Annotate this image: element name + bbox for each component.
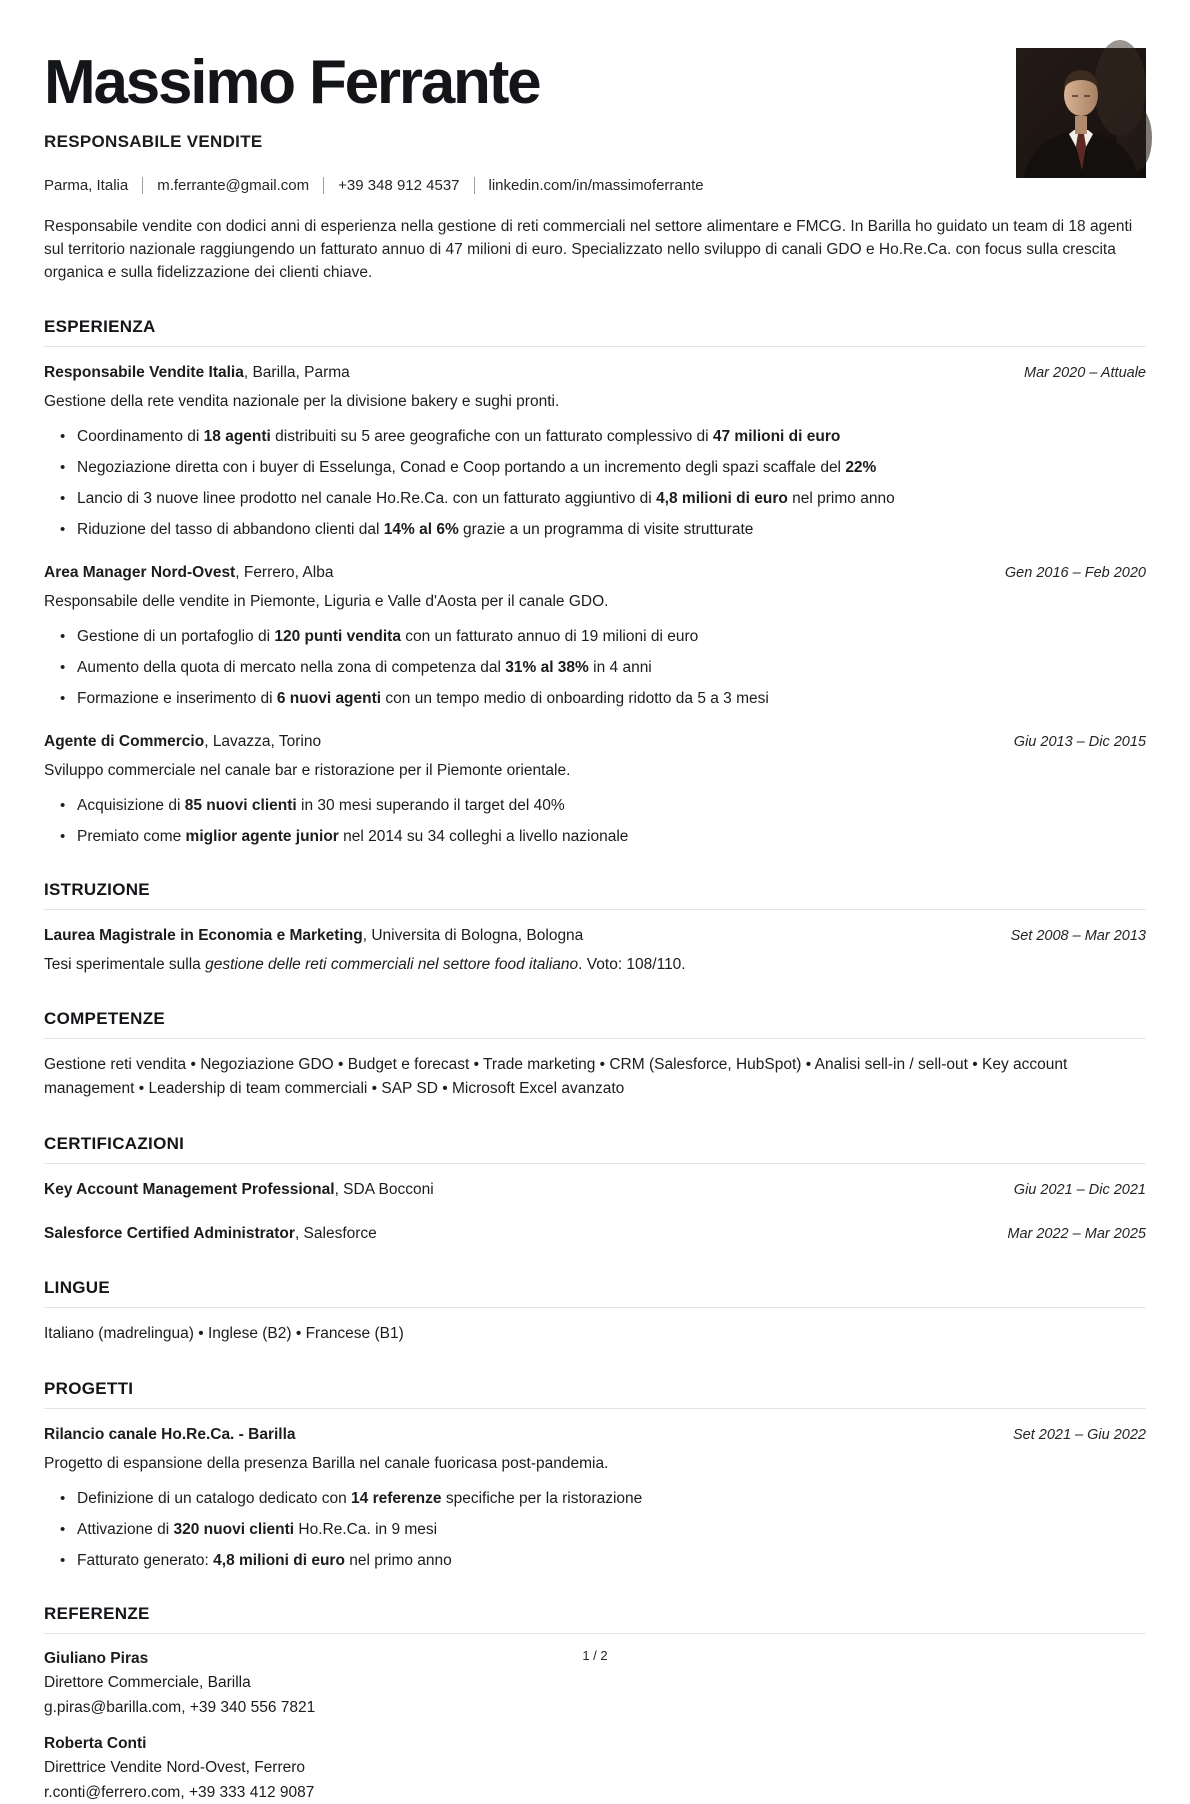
section-lingue — [44, 1278, 1146, 1346]
contact-item: m.ferrante@gmail.com — [157, 177, 310, 195]
entry-title: Agente di Commercio — [44, 733, 205, 751]
text-run: 85 nuovi clienti — [184, 797, 297, 815]
entry-header — [44, 1179, 1146, 1201]
bullet-item — [44, 1488, 1146, 1509]
entry-title-line — [44, 562, 333, 583]
entry-date-range: Giu 2021 – Dic 2021 — [1013, 1182, 1146, 1199]
section-heading: ISTRUZIONE — [44, 880, 150, 900]
contact-item: +39 348 912 4537 — [338, 177, 460, 195]
section-rule — [44, 1633, 1146, 1634]
contact-separator — [323, 177, 324, 194]
bullet-item — [44, 657, 1146, 678]
section-esperienza — [44, 317, 1146, 847]
section-rule — [44, 1408, 1146, 1409]
entry — [44, 1223, 1146, 1245]
text-run: 320 nuovi clienti — [173, 1521, 295, 1539]
page-number: 1 / 2 — [582, 1648, 608, 1663]
contact-separator — [142, 177, 143, 194]
entry-organization: , Salesforce — [294, 1225, 377, 1243]
entry — [44, 1424, 1146, 1571]
text-run: 4,8 milioni di euro — [656, 490, 788, 508]
text-run: grazie a un programma di visite strutturate — [458, 521, 754, 539]
contact-item: Parma, Italia — [44, 177, 129, 195]
text-run: Tesi sperimentale sulla — [44, 956, 206, 974]
entry-organization: , Lavazza, Torino — [204, 733, 322, 751]
entry — [44, 1179, 1146, 1201]
entry-title-line — [44, 1223, 377, 1244]
entry-description — [44, 1453, 1146, 1475]
text-run: 47 milioni di euro — [712, 428, 841, 446]
text-run: Negoziazione diretta con i buyer di Esselunga, Conad e Coop portando a un incremento degli spazi scaffale del — [77, 459, 846, 477]
text-run: Responsabile delle vendite in Piemonte, Liguria e Valle d'Aosta per il canale GDO. — [44, 593, 609, 611]
section-rule — [44, 346, 1146, 347]
entry-description — [44, 591, 1146, 613]
contact-item: linkedin.com/in/massimoferrante — [488, 177, 704, 195]
text-run: 14% al 6% — [383, 521, 459, 539]
text-run: . Voto: 108/110. — [578, 956, 686, 974]
section-heading: PROGETTI — [44, 1379, 134, 1399]
entry-date-range: Set 2008 – Mar 2013 — [1010, 928, 1146, 945]
entry-organization: , Ferrero, Alba — [235, 564, 334, 582]
entry-date-range: Set 2021 – Giu 2022 — [1012, 1427, 1146, 1444]
bullet-item — [44, 626, 1146, 647]
entry-date-range: Giu 2013 – Dic 2015 — [1013, 734, 1146, 751]
reference-role: Direttore Commerciale, Barilla — [44, 1674, 251, 1692]
text-run: Gestione della rete vendita nazionale per la divisione bakery e sughi pronti. — [44, 393, 560, 411]
entry-title-line — [44, 1424, 296, 1445]
section-rule — [44, 909, 1146, 910]
entry-organization: , Universita di Bologna, Bologna — [362, 927, 584, 945]
bullet-item — [44, 426, 1146, 447]
entry-bullet-list — [44, 626, 1146, 709]
text-run: Gestione di un portafoglio di — [77, 628, 275, 646]
entry-title-line — [44, 925, 583, 946]
section-referenze — [44, 1604, 1146, 1804]
bullet-item — [44, 1550, 1146, 1571]
bullet-item — [44, 457, 1146, 478]
entry-header — [44, 362, 1146, 384]
text-run: nel 2014 su 34 colleghi a livello nazionale — [338, 828, 629, 846]
text-run: Attivazione di — [77, 1521, 174, 1539]
reference-name: Roberta Conti — [44, 1735, 147, 1753]
entry-title-line — [44, 731, 321, 752]
entry-title-line — [44, 362, 350, 383]
entry-bullet-list — [44, 426, 1146, 540]
entry-header — [44, 1223, 1146, 1245]
text-run: 22% — [845, 459, 877, 477]
entry-header — [44, 1424, 1146, 1446]
text-run: Fatturato generato: — [77, 1552, 214, 1570]
text-run: nel primo anno — [787, 490, 895, 508]
bullet-item — [44, 688, 1146, 709]
entry-title: Salesforce Certified Administrator — [44, 1225, 295, 1243]
entry — [44, 731, 1146, 847]
text-run: in 4 anni — [588, 659, 652, 677]
entry-date-range: Mar 2020 – Attuale — [1024, 365, 1146, 382]
reference-role: Direttrice Vendite Nord-Ovest, Ferrero — [44, 1759, 306, 1777]
reference-contact: r.conti@ferrero.com, +39 333 412 9087 — [44, 1784, 315, 1802]
entry-date-range: Gen 2016 – Feb 2020 — [1004, 565, 1146, 582]
candidate-name: Massimo Ferrante — [44, 48, 540, 117]
text-run: in 30 mesi superando il target del 40% — [296, 797, 565, 815]
entry-title: Key Account Management Professional — [44, 1181, 335, 1199]
text-run: Coordinamento di — [77, 428, 204, 446]
entry-title-line — [44, 1179, 434, 1200]
reference-name: Giuliano Piras — [44, 1650, 149, 1668]
reference-contact: g.piras@barilla.com, +39 340 556 7821 — [44, 1699, 316, 1717]
entry-header — [44, 925, 1146, 947]
section-competenze — [44, 1009, 1146, 1101]
text-run: Riduzione del tasso di abbandono clienti dal — [77, 521, 384, 539]
text-run: 31% al 38% — [505, 659, 589, 677]
text-run: Formazione e inserimento di — [77, 690, 277, 708]
text-run: Definizione di un catalogo dedicato con — [77, 1490, 352, 1508]
text-run: specifiche per la ristorazione — [441, 1490, 643, 1508]
entry-organization: , Barilla, Parma — [243, 364, 350, 382]
entry-organization: , SDA Bocconi — [334, 1181, 434, 1199]
text-run: nel primo anno — [344, 1552, 452, 1570]
text-run: 6 nuovi agenti — [276, 690, 382, 708]
entry-header — [44, 562, 1146, 584]
bullet-item — [44, 795, 1146, 816]
entry-bullet-list — [44, 795, 1146, 847]
text-run: distribuiti su 5 aree geografiche con un fatturato complessivo di — [270, 428, 713, 446]
entry-bullet-list — [44, 1488, 1146, 1571]
entry-header — [44, 731, 1146, 753]
text-run: con un fatturato annuo di 19 milioni di euro — [400, 628, 699, 646]
bullet-item — [44, 519, 1146, 540]
entry-date-range: Mar 2022 – Mar 2025 — [1007, 1226, 1146, 1243]
text-run: 18 agenti — [203, 428, 271, 446]
contact-row — [44, 177, 1146, 194]
text-run: miglior agente junior — [185, 828, 339, 846]
text-run: Sviluppo commerciale nel canale bar e ristorazione per il Piemonte orientale. — [44, 762, 571, 780]
bullet-item — [44, 1519, 1146, 1540]
entry — [44, 362, 1146, 540]
section-heading: COMPETENZE — [44, 1009, 166, 1029]
section-heading: LINGUE — [44, 1278, 111, 1298]
entry-title: Laurea Magistrale in Economia e Marketing — [44, 927, 363, 945]
section-heading: ESPERIENZA — [44, 317, 156, 337]
text-run: Progetto di espansione della presenza Barilla nel canale fuoricasa post-pandemia. — [44, 1455, 609, 1473]
section-rule — [44, 1307, 1146, 1308]
text-run: Lancio di 3 nuove linee prodotto nel canale Ho.Re.Ca. con un fatturato aggiuntivo di — [77, 490, 657, 508]
section-certificazioni — [44, 1134, 1146, 1245]
profile-photo-illustration — [1016, 48, 1146, 178]
entry-description — [44, 391, 1146, 413]
text-run: 4,8 milioni di euro — [213, 1552, 345, 1570]
text-run: Acquisizione di — [77, 797, 185, 815]
entry-description — [44, 760, 1146, 782]
section-progetti — [44, 1379, 1146, 1571]
section-heading: REFERENZE — [44, 1604, 150, 1624]
entry-description — [44, 954, 1146, 976]
profile-summary: Responsabile vendite con dodici anni di esperienza nella gestione di reti commerciali nel settore alimentare e FMCG. In Barilla ho guidato un team di 18 agenti sul territorio nazionale raggiungendo un fatturato annuo di 47 milioni di euro. Specializzato nello sviluppo di canali GDO e Ho.Re.Ca. con focus sulla crescita organica e sulla fidelizzazione dei clienti chiave. — [44, 218, 1133, 282]
contact-separator — [474, 177, 475, 194]
text-run: Premiato come — [77, 828, 186, 846]
text-run: Ho.Re.Ca. in 9 mesi — [294, 1521, 438, 1539]
text-run: gestione delle reti commerciali nel settore food italiano — [205, 956, 579, 974]
profile-photo — [1016, 48, 1146, 178]
section-rule — [44, 1038, 1146, 1039]
entry-title: Area Manager Nord-Ovest — [44, 564, 236, 582]
candidate-title: RESPONSABILE VENDITE — [44, 132, 263, 152]
inline-item-list: Italiano (madrelingua) • Inglese (B2) • Francese (B1) — [44, 1325, 404, 1343]
text-run: Aumento della quota di mercato nella zona di competenza dal — [77, 659, 506, 677]
text-run: con un tempo medio di onboarding ridotto da 5 a 3 mesi — [381, 690, 769, 708]
section-istruzione — [44, 880, 1146, 976]
section-heading: CERTIFICAZIONI — [44, 1134, 185, 1154]
entry-title: Rilancio canale Ho.Re.Ca. - Barilla — [44, 1426, 296, 1444]
resume-sections — [44, 317, 1146, 1804]
section-rule — [44, 1163, 1146, 1164]
inline-item-list: Gestione reti vendita • Negoziazione GDO • Budget e forecast • Trade marketing • CRM (Salesforce, HubSpot) • Analisi sell-in / sell-out • Key account management • Leadership di team commerciali • SAP SD • Microsoft Excel avanzato — [44, 1056, 1068, 1098]
text-run: 14 referenze — [351, 1490, 442, 1508]
entry — [44, 562, 1146, 709]
text-run: 120 punti vendita — [274, 628, 401, 646]
entry — [44, 925, 1146, 976]
reference-person — [44, 1733, 1146, 1804]
bullet-item — [44, 488, 1146, 509]
bullet-item — [44, 826, 1146, 847]
entry-title: Responsabile Vendite Italia — [44, 364, 244, 382]
